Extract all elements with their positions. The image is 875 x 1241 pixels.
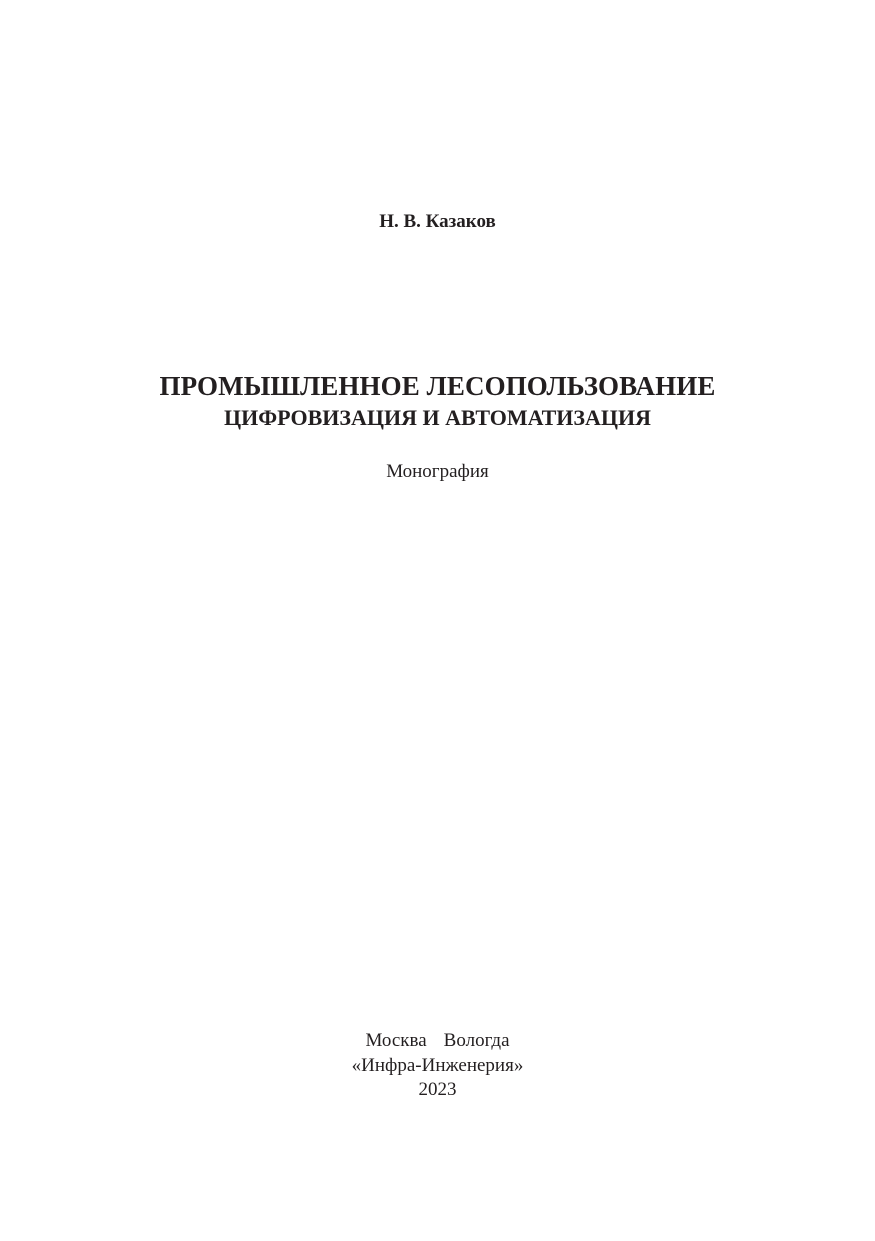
- publisher-name: «Инфра-Инженерия»: [351, 1055, 524, 1076]
- city-moscow: Москва: [365, 1030, 427, 1051]
- book-genre: Монография: [386, 461, 489, 482]
- author-name: Н. В. Казаков: [379, 211, 496, 232]
- publication-year: 2023: [418, 1079, 457, 1100]
- book-subtitle: ЦИФРОВИЗАЦИЯ И АВТОМАТИЗАЦИЯ: [224, 405, 651, 430]
- publication-cities: [0, 1029, 875, 1053]
- city-vologda: Вологда: [443, 1030, 510, 1051]
- book-title: ПРОМЫШЛЕННОЕ ЛЕСОПОЛЬЗОВАНИЕ: [159, 371, 716, 401]
